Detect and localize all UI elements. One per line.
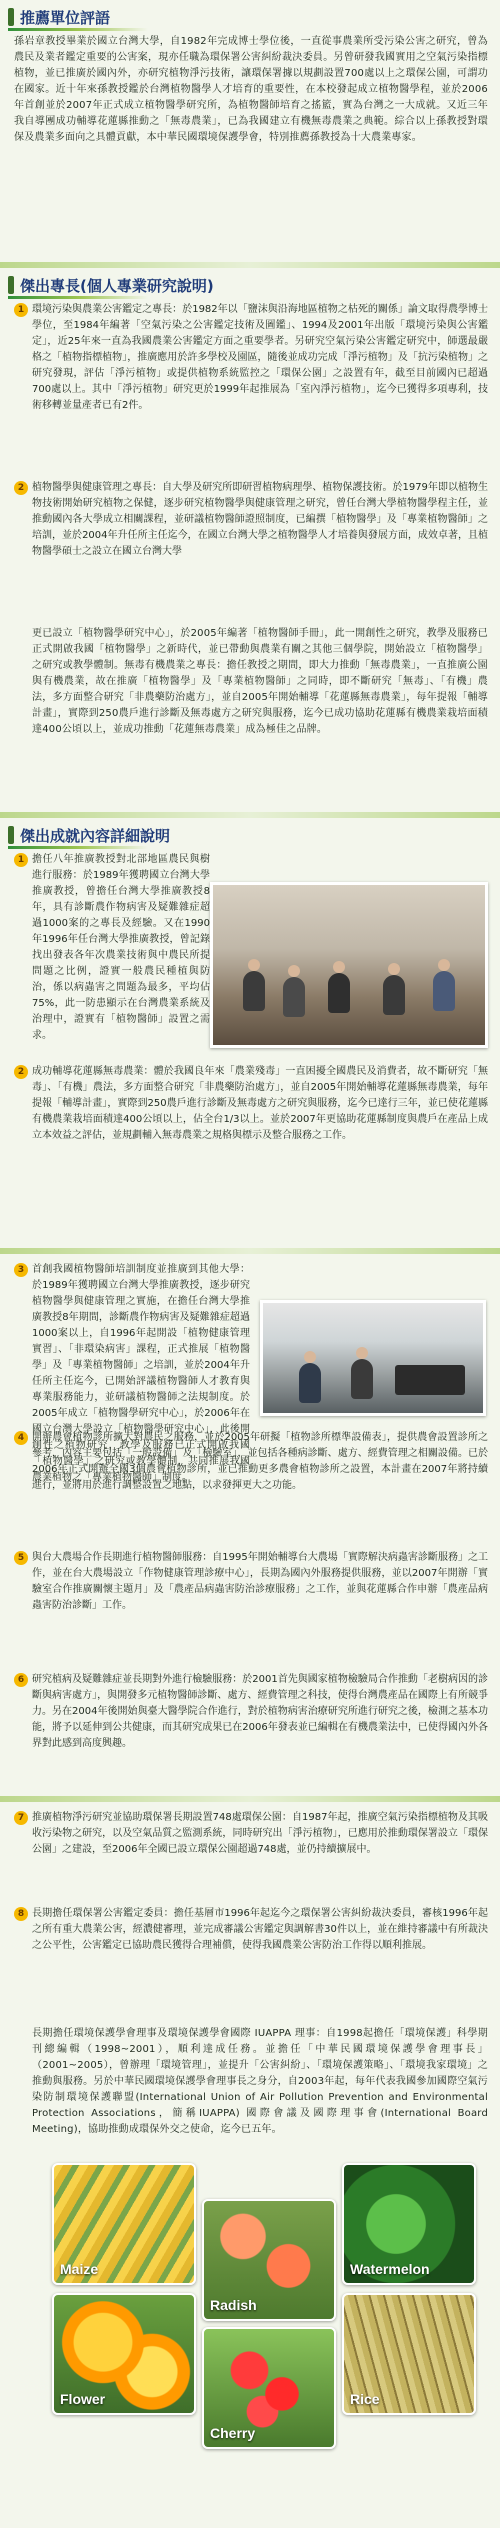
item-number-5: 5 bbox=[14, 1551, 28, 1565]
achievement-item-7 bbox=[14, 1810, 488, 1858]
achievements-title-text: 傑出成就內容詳細說明 bbox=[20, 826, 171, 845]
watermelon-label: Watermelon bbox=[350, 2261, 430, 2277]
item-number-3: 3 bbox=[14, 1263, 28, 1277]
title-underline bbox=[8, 296, 148, 299]
achievement-item-8 bbox=[14, 1906, 488, 1954]
expertise-item-1-text: 環境污染與農業公害鑑定之專長：於1982年以「鹽沫與沿海地區植物之枯死的關係」論文取得農學博士學位，至1984年編著「空氣污染之公害鑑定技術及圖鑑」、1994及2001年出版「環境污染與公害鑑定」，近25年來一直為我國農業公害鑑定方面之重要學者。另研究空氣污染公害鑑定研究中，師選最嚴格之「植物指標植物」，推廣應用於許多學校及園區，隨後並成功完成「淨污植物」及「抗污染植物」之研究發現，評估「淨污植物」或提供植物系統監控之「環保公園」之設置有年，截至目前國內已超過700處以上。其中「淨污植物」研究更於1999年起推展為「室內淨污植物」，迄今已獲得多項專利，技術移轉並量產者已有2件。 bbox=[32, 304, 488, 411]
item-number-8: 8 bbox=[14, 1907, 28, 1921]
title-underline bbox=[8, 28, 148, 31]
achievements-title bbox=[8, 824, 170, 846]
expertise-title-text: 傑出專長(個人專業研究說明) bbox=[20, 276, 214, 295]
achievement-item-4 bbox=[14, 1430, 488, 1494]
title-underline bbox=[8, 846, 148, 849]
photo-laptop bbox=[395, 1365, 465, 1395]
section-divider bbox=[0, 812, 500, 818]
item-number-1: 1 bbox=[14, 303, 28, 317]
photo-person bbox=[351, 1359, 373, 1399]
expertise-item-2-text: 植物醫學與健康管理之專長：自大學及研究所即研習植物病理學、植物保護技術。於1979年即以植物生物技術開始研究植物之保健，逐步研究植物醫學與健康管理之研究，曾任台灣大學植物醫學程主任，並推動國內各大學成立相關課程，並研議植物醫師證照制度，已編撰「植物醫學」及「專業植物醫師」之培訓，並於2004年升任所主任迄今，在國立台灣大學之植物醫學人才培養與發展方面，成效卓著，且植物醫學碩士之設立在國立台灣大學 bbox=[32, 482, 488, 557]
rice-image bbox=[342, 2293, 476, 2415]
achievement-item-7-text: 推廣植物淨污研究並協助環保署長期設置748處環保公園：自1987年起，推廣空氣污染指標植物及其吸收污染物之研究，以及空氣品質之監測系統，同時研究出「淨污植物」，已應用於推動環保署設立「環保公園」之建設，至2006年全國已設立環保公園超過748處，並仍持續擴展中。 bbox=[32, 1812, 488, 1855]
item-number-2: 2 bbox=[14, 1065, 28, 1079]
radish-label: Radish bbox=[210, 2297, 257, 2313]
expertise-item-1 bbox=[14, 302, 488, 414]
cherry-image bbox=[202, 2327, 336, 2449]
maize-image bbox=[52, 2163, 196, 2285]
section-title-bar bbox=[8, 826, 14, 844]
section-divider bbox=[0, 1796, 500, 1802]
flower-image bbox=[52, 2293, 196, 2415]
achievement-item-1 bbox=[14, 852, 210, 1044]
achievement-item-6 bbox=[14, 1672, 488, 1752]
section-title-bar bbox=[8, 8, 14, 26]
international-paragraph: 長期擔任環境保護學會理事及環境保護學會國際 IUAPPA 理事：自1998起擔任「環境保護」科學期刊總編輯（1998~2001），順利達成任務。並擔任「中華民國環境保護學會理事長」（2001~2005），曾辦理「環境管理」，並提升「公害糾紛」、「環境保護策略」、「環境我家環境」之推動與服務。另於中華民國環境保護學會理事長之身分，自2003年起，每年代表我國參加國際空氣污染防制環境保護聯盟(International Union of Air Pollution Prevention and Environmental Protection Associations，簡稱IUAPPA) 國際會議及國際理事會(International Board Meeting)，協助推動成環保外交之使命，迄今已五年。 bbox=[32, 2028, 488, 2135]
section-divider bbox=[0, 1248, 500, 1254]
photo-person bbox=[383, 975, 405, 1015]
radish-image bbox=[202, 2199, 336, 2321]
watermelon-image bbox=[342, 2163, 476, 2285]
rice-label: Rice bbox=[350, 2391, 380, 2407]
achievement-item-2 bbox=[14, 1064, 488, 1144]
photo-person bbox=[283, 977, 305, 1017]
photo-person bbox=[433, 971, 455, 1011]
photo-lab bbox=[260, 1300, 486, 1416]
flower-label: Flower bbox=[60, 2391, 106, 2407]
recommendation-title bbox=[8, 6, 110, 28]
recommendation-title-text: 推薦單位評語 bbox=[20, 8, 111, 27]
produce-image-grid bbox=[52, 2163, 472, 2519]
maize-label: Maize bbox=[60, 2261, 99, 2277]
achievement-item-5 bbox=[14, 1550, 488, 1614]
photo-person bbox=[299, 1363, 321, 1403]
achievement-item-2-text: 成功輔導花蓮縣無毒農業：體於我國良年來「農業殘毒」一直困擾全國農民及消費者，故不斷研究「無毒」、「有機」農法，多方面整合研究「非農藥防治處方」，並自2005年開始輔導花蓮縣無毒農業，每年提報「輔導計畫」，實際到250農戶進行診斷及無毒處方之研究與服務，迄今已達行三年，並已使花蓮縣有機農業栽培面積達400公頃以上，佔全台1/3以上。並於2007年更協助花蓮縣制度與農戶在產品上成立本效益之評估，並規劃輔入無毒農業之規格與標示及整合服務之工作。 bbox=[32, 1066, 488, 1141]
item-number-2: 2 bbox=[14, 481, 28, 495]
item-number-1: 1 bbox=[14, 853, 28, 867]
item-number-7: 7 bbox=[14, 1811, 28, 1825]
cherry-label: Cherry bbox=[210, 2425, 256, 2441]
expertise-item-2 bbox=[14, 480, 488, 560]
achievement-item-5-text: 與台大農場合作長期進行植物醫師服務：自1995年開始輔導台大農場「實際解決病蟲害診斷服務」之工作，並在台大農場設立「作物健康管理診療中心」，長期為國內外服務提供服務，並以2007年開辦「實驗室合作推廣關懷主題月」及「農產品病蟲害防治診療服務」之工作，並與花蓮縣合作申辦「農產品病蟲害防治診斷」工作。 bbox=[32, 1552, 488, 1611]
achievement-item-1-text: 擔任八年推廣教授對北部地區農民與樹進行服務：於1989年獲聘國立台灣大學推廣教授，曾擔任台灣大學推廣教授8年，具有診斷農作物病害及疑難雜症超過1000案的之專長及經驗。又在1990年1996年任台灣大學推廣教授，曾記錄找出發表各年次農業技術與中農民所提問題之比例，證實一般農民種植與防治，係以病蟲害之問題為最多，平均佔75%，此一防患顯示在台灣農業系統及治理中，證實有「植物醫師」設置之需求。 bbox=[32, 854, 210, 1041]
achievement-item-3-text: 首創我國植物醫師培訓制度並推廣到其他大學：於1989年獲聘國立台灣大學推廣教授，逐步研究植物醫學與健康管理之實施，在擔任台灣大學推廣教授8年期間，診斷農作物病害及疑難雜症超過1000案以上，自1996年起開設「植物健康管理實習」、「非環染病害」課程，正式推展「植物醫學」及「專業植物醫師」之培訓，並於2004年升任所主任迄今，已開始評議植物醫師人才教育與專業服務能力，並研議植物醫師之法規制度。於2005年成立「植物醫學研究中心」，於2006年在國立台灣大學設立「植物醫學研究中心」，此後開創性之植物研究，教學及服務已正式開啟我國「植物醫學」之研究或教學體制，共同推展我國農業植物之「專業植物醫師」制度。 bbox=[32, 1264, 250, 1483]
photo-person bbox=[328, 973, 350, 1013]
photo-person bbox=[243, 971, 265, 1011]
section-divider bbox=[0, 262, 500, 268]
achievement-item-8-text: 長期擔任環保署公害鑑定委員：擔任基層市1996年起迄今之環保署公害糾紛裁決委員，審核1996年起之所有重大農業公害，經濃健審理，並完成審議公害鑑定與調解書30件以上，並在維持審議中有所裁決之公平性，公害鑑定已協助農民獲得合理補償，使得我國農業公害防治工作得以順利推展。 bbox=[32, 1908, 488, 1951]
expertise-title bbox=[8, 274, 214, 296]
recommendation-paragraph: 孫岩章教授畢業於國立台灣大學，自1982年完成博士學位後，一直從事農業所受污染公害之研究，曾為農民及業者鑑定重要的公害案，現亦任職為環保署公害糾紛裁決委員。另曾研發我國實用之空氣污染指標植物，並已推廣於國內外，亦研究植物淨污技術，讓環保署據以規劃設置700處以上之環保公園，可謂功在國家。近十年來孫教授鑑於台灣植物醫學人才培育的重要性，在本校發起成立植物醫學程，並於2006年首創並於2007年正式成立植物醫學研究所，為植物醫師培育之搖籃，實為台灣之一大成就。又近三年我自導團成功輔導花蓮縣推動之「無毒農業」，已為我國建立有機無毒農業之典範。綜合以上孫教授對環保及農業多面向之具體貢獻，本中華民國環境保護學會，特別推薦孫教授為十大農業專家。 bbox=[14, 36, 488, 143]
item-number-4: 4 bbox=[14, 1431, 28, 1445]
achievement-item-6-text: 研究植病及疑難雜症並長期對外進行檢驗服務：於2001首先與國家植物檢驗局合作推動「老樹病因的診斷與病害處方」，與開發多元植物醫師診斷、處方、經費管理之科技，使得台灣農產品在國際上有所競爭力。另在2004年後開始與臺大醫學院合作進行，對於植物病害治療研究所進行研究之後，檢測之基本功能，將予以延伸到公共健康，而其研究成果已在2006年發表並已編輯在有機農業法中，已使得國內外各界對此感到高度興趣。 bbox=[32, 1674, 488, 1749]
expertise-continuation: 更已設立「植物醫學研究中心」，於2005年編著「植物醫師手冊」，此一開創性之研究，教學及服務已正式開啟我國「植物醫學」之新時代，並已帶動與農業有關之其他三個學院，開始設立「植物醫學」之研究或教學體制。無毒有機農業之專長：擔任教授之期間，即大力推動「無毒農業」，一直推廣公園與有機農業，故在推廣「植物醫學」及「專業植物醫師」之同時，即不斷研究「無毒」、「有機」農法，多方面整合研究「非農藥防治處方」，並自2005年開始輔導「花蓮縣無毒農業」，每年提報「輔導計畫」，實際到250農戶進行診斷及無毒處方之研究與服務，迄今已成功協助花蓮縣有機農業栽培面積達400公頃以上，並成功推動「花蓮無毒農業」成為極佳之品牌。 bbox=[32, 628, 488, 735]
item-number-6: 6 bbox=[14, 1673, 28, 1687]
photo-meeting bbox=[210, 882, 488, 1048]
achievement-item-4-text: 開辦農會植物診所擴大對農民之服務，並於2005年研擬「植物診所標準設備表」，提供農會設置診所之參考，內容主要包括「一般設備」及「檢驗室」，並包括各種病診斷、處方、經費管理之相關設備。已於2006年正式開辦全國3個農會植物診所，並已推動更多農會植物診所之設置，本計畫在2007年將持續進行，並將用於進行調整設置之地點，以求發揮更大之功能。 bbox=[32, 1432, 488, 1491]
section-title-bar bbox=[8, 276, 14, 294]
